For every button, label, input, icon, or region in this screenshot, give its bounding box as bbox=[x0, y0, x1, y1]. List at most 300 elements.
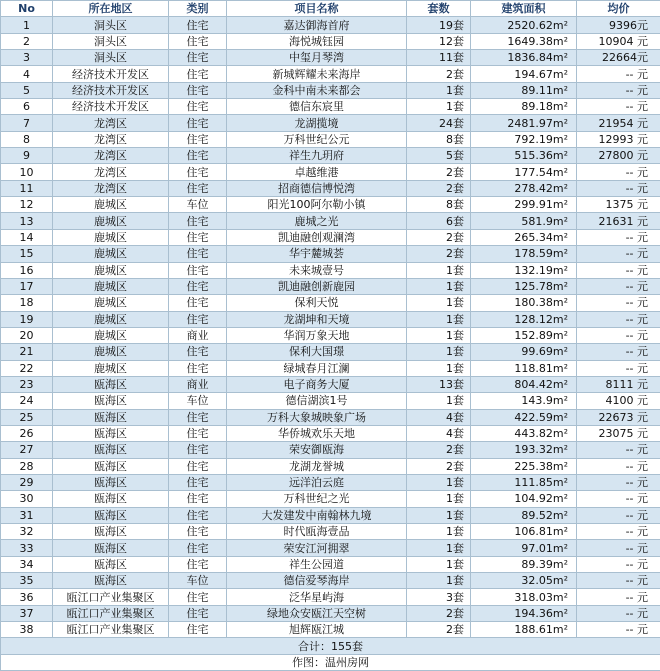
cell-type: 住宅 bbox=[169, 442, 227, 458]
cell-units: 2套 bbox=[407, 229, 471, 245]
cell-name: 华侨城欢乐天地 bbox=[227, 425, 407, 441]
cell-area: 804.42m² bbox=[471, 376, 577, 392]
header-name: 项目名称 bbox=[227, 1, 407, 17]
cell-type: 住宅 bbox=[169, 311, 227, 327]
cell-units: 1套 bbox=[407, 393, 471, 409]
cell-type: 住宅 bbox=[169, 17, 227, 33]
cell-area: 125.78m² bbox=[471, 278, 577, 294]
table-header bbox=[1, 1, 660, 17]
cell-district: 鹿城区 bbox=[53, 246, 169, 262]
credit-row bbox=[1, 654, 660, 670]
cell-no: 19 bbox=[1, 311, 53, 327]
table-row bbox=[1, 311, 660, 327]
cell-price: -- 元 bbox=[577, 573, 660, 589]
cell-type: 住宅 bbox=[169, 507, 227, 523]
cell-name: 龙湖揽境 bbox=[227, 115, 407, 131]
cell-units: 2套 bbox=[407, 66, 471, 82]
cell-district: 鹿城区 bbox=[53, 197, 169, 213]
cell-price: -- 元 bbox=[577, 605, 660, 621]
cell-district: 鹿城区 bbox=[53, 262, 169, 278]
cell-units: 2套 bbox=[407, 622, 471, 638]
cell-name: 保利大国璟 bbox=[227, 344, 407, 360]
cell-district: 经济技术开发区 bbox=[53, 99, 169, 115]
cell-district: 瓯海区 bbox=[53, 573, 169, 589]
cell-price: 8111 元 bbox=[577, 376, 660, 392]
credit-cell: 作图：温州房网 bbox=[1, 654, 660, 670]
cell-district: 经济技术开发区 bbox=[53, 66, 169, 82]
cell-area: 299.91m² bbox=[471, 197, 577, 213]
cell-district: 鹿城区 bbox=[53, 344, 169, 360]
cell-no: 3 bbox=[1, 50, 53, 66]
cell-district: 洞头区 bbox=[53, 17, 169, 33]
cell-no: 17 bbox=[1, 278, 53, 294]
cell-no: 35 bbox=[1, 573, 53, 589]
cell-area: 2520.62m² bbox=[471, 17, 577, 33]
table-row bbox=[1, 246, 660, 262]
cell-type: 商业 bbox=[169, 376, 227, 392]
cell-units: 13套 bbox=[407, 376, 471, 392]
cell-price: -- 元 bbox=[577, 82, 660, 98]
cell-name: 华宇麓城荟 bbox=[227, 246, 407, 262]
cell-no: 34 bbox=[1, 556, 53, 572]
cell-district: 鹿城区 bbox=[53, 229, 169, 245]
cell-district: 龙湾区 bbox=[53, 164, 169, 180]
cell-district: 瓯海区 bbox=[53, 474, 169, 490]
cell-district: 瓯海区 bbox=[53, 540, 169, 556]
cell-name: 海悦城钰园 bbox=[227, 33, 407, 49]
cell-type: 住宅 bbox=[169, 605, 227, 621]
cell-units: 2套 bbox=[407, 442, 471, 458]
cell-name: 德信爱琴海岸 bbox=[227, 573, 407, 589]
cell-type: 住宅 bbox=[169, 556, 227, 572]
table-row bbox=[1, 524, 660, 540]
cell-area: 318.03m² bbox=[471, 589, 577, 605]
cell-type: 住宅 bbox=[169, 425, 227, 441]
table-row bbox=[1, 33, 660, 49]
cell-district: 洞头区 bbox=[53, 50, 169, 66]
cell-units: 5套 bbox=[407, 148, 471, 164]
cell-units: 1套 bbox=[407, 540, 471, 556]
table-row bbox=[1, 148, 660, 164]
cell-type: 住宅 bbox=[169, 229, 227, 245]
cell-district: 洞头区 bbox=[53, 33, 169, 49]
cell-area: 225.38m² bbox=[471, 458, 577, 474]
table-row bbox=[1, 17, 660, 33]
cell-no: 22 bbox=[1, 360, 53, 376]
cell-area: 515.36m² bbox=[471, 148, 577, 164]
cell-area: 188.61m² bbox=[471, 622, 577, 638]
cell-name: 阳光100阿尔勒小镇 bbox=[227, 197, 407, 213]
cell-no: 13 bbox=[1, 213, 53, 229]
cell-price: -- 元 bbox=[577, 229, 660, 245]
cell-units: 1套 bbox=[407, 99, 471, 115]
cell-name: 卓越维港 bbox=[227, 164, 407, 180]
cell-name: 万科世纪公元 bbox=[227, 131, 407, 147]
table-row bbox=[1, 507, 660, 523]
cell-price: 21954 元 bbox=[577, 115, 660, 131]
cell-type: 住宅 bbox=[169, 131, 227, 147]
cell-name: 嘉达御海首府 bbox=[227, 17, 407, 33]
cell-units: 12套 bbox=[407, 33, 471, 49]
cell-type: 商业 bbox=[169, 327, 227, 343]
cell-area: 193.32m² bbox=[471, 442, 577, 458]
cell-area: 128.12m² bbox=[471, 311, 577, 327]
cell-name: 大发建发中南翰林九境 bbox=[227, 507, 407, 523]
cell-price: -- 元 bbox=[577, 99, 660, 115]
table-row bbox=[1, 409, 660, 425]
cell-units: 1套 bbox=[407, 327, 471, 343]
table-row bbox=[1, 278, 660, 294]
cell-price: -- 元 bbox=[577, 474, 660, 490]
cell-area: 132.19m² bbox=[471, 262, 577, 278]
cell-district: 瓯江口产业集聚区 bbox=[53, 622, 169, 638]
cell-area: 1649.38m² bbox=[471, 33, 577, 49]
cell-district: 瓯海区 bbox=[53, 556, 169, 572]
cell-no: 10 bbox=[1, 164, 53, 180]
cell-no: 11 bbox=[1, 180, 53, 196]
cell-units: 2套 bbox=[407, 458, 471, 474]
cell-district: 瓯海区 bbox=[53, 507, 169, 523]
cell-area: 177.54m² bbox=[471, 164, 577, 180]
cell-area: 265.34m² bbox=[471, 229, 577, 245]
table-row bbox=[1, 622, 660, 638]
cell-type: 住宅 bbox=[169, 344, 227, 360]
total-cell: 合计：155套 bbox=[1, 638, 660, 654]
cell-price: -- 元 bbox=[577, 262, 660, 278]
header-area: 建筑面积 bbox=[471, 1, 577, 17]
cell-price: -- 元 bbox=[577, 278, 660, 294]
cell-units: 1套 bbox=[407, 311, 471, 327]
cell-type: 住宅 bbox=[169, 82, 227, 98]
cell-price: 9396元 bbox=[577, 17, 660, 33]
cell-units: 1套 bbox=[407, 82, 471, 98]
table-row bbox=[1, 393, 660, 409]
cell-units: 11套 bbox=[407, 50, 471, 66]
cell-units: 2套 bbox=[407, 164, 471, 180]
cell-type: 住宅 bbox=[169, 622, 227, 638]
cell-no: 6 bbox=[1, 99, 53, 115]
cell-type: 住宅 bbox=[169, 262, 227, 278]
cell-area: 32.05m² bbox=[471, 573, 577, 589]
cell-name: 凯迪融创观澜湾 bbox=[227, 229, 407, 245]
cell-price: -- 元 bbox=[577, 180, 660, 196]
cell-name: 荣安江河拥翠 bbox=[227, 540, 407, 556]
cell-price: 21631 元 bbox=[577, 213, 660, 229]
cell-name: 祥生九玥府 bbox=[227, 148, 407, 164]
table-row bbox=[1, 474, 660, 490]
cell-name: 泛华星屿海 bbox=[227, 589, 407, 605]
table-row bbox=[1, 66, 660, 82]
cell-area: 194.36m² bbox=[471, 605, 577, 621]
cell-district: 鹿城区 bbox=[53, 360, 169, 376]
cell-no: 26 bbox=[1, 425, 53, 441]
cell-no: 12 bbox=[1, 197, 53, 213]
cell-name: 祥生公园道 bbox=[227, 556, 407, 572]
cell-no: 38 bbox=[1, 622, 53, 638]
cell-no: 24 bbox=[1, 393, 53, 409]
cell-price: -- 元 bbox=[577, 66, 660, 82]
table-row bbox=[1, 589, 660, 605]
cell-area: 89.18m² bbox=[471, 99, 577, 115]
cell-area: 89.39m² bbox=[471, 556, 577, 572]
cell-type: 住宅 bbox=[169, 524, 227, 540]
header-type: 类别 bbox=[169, 1, 227, 17]
cell-price: 23075 元 bbox=[577, 425, 660, 441]
cell-no: 18 bbox=[1, 295, 53, 311]
cell-price: -- 元 bbox=[577, 556, 660, 572]
cell-area: 443.82m² bbox=[471, 425, 577, 441]
total-row bbox=[1, 638, 660, 654]
cell-area: 2481.97m² bbox=[471, 115, 577, 131]
cell-price: 22664元 bbox=[577, 50, 660, 66]
cell-district: 瓯海区 bbox=[53, 491, 169, 507]
cell-type: 住宅 bbox=[169, 246, 227, 262]
table-row bbox=[1, 344, 660, 360]
cell-area: 106.81m² bbox=[471, 524, 577, 540]
cell-units: 8套 bbox=[407, 131, 471, 147]
cell-district: 经济技术开发区 bbox=[53, 82, 169, 98]
cell-no: 33 bbox=[1, 540, 53, 556]
cell-type: 住宅 bbox=[169, 164, 227, 180]
table-row bbox=[1, 115, 660, 131]
table-row bbox=[1, 197, 660, 213]
cell-area: 581.9m² bbox=[471, 213, 577, 229]
cell-area: 104.92m² bbox=[471, 491, 577, 507]
table-row bbox=[1, 229, 660, 245]
cell-units: 1套 bbox=[407, 556, 471, 572]
table-row bbox=[1, 442, 660, 458]
cell-type: 车位 bbox=[169, 573, 227, 589]
cell-area: 180.38m² bbox=[471, 295, 577, 311]
cell-district: 瓯江口产业集聚区 bbox=[53, 605, 169, 621]
table-row bbox=[1, 99, 660, 115]
cell-name: 中玺月琴湾 bbox=[227, 50, 407, 66]
table-row bbox=[1, 573, 660, 589]
cell-no: 32 bbox=[1, 524, 53, 540]
cell-district: 鹿城区 bbox=[53, 295, 169, 311]
cell-type: 住宅 bbox=[169, 180, 227, 196]
cell-price: -- 元 bbox=[577, 164, 660, 180]
table-row bbox=[1, 327, 660, 343]
cell-no: 31 bbox=[1, 507, 53, 523]
cell-area: 99.69m² bbox=[471, 344, 577, 360]
cell-no: 9 bbox=[1, 148, 53, 164]
cell-price: -- 元 bbox=[577, 360, 660, 376]
cell-price: 1375 元 bbox=[577, 197, 660, 213]
cell-name: 凯迪融创新鹿园 bbox=[227, 278, 407, 294]
header-row bbox=[1, 1, 660, 17]
cell-district: 瓯海区 bbox=[53, 524, 169, 540]
cell-price: 22673 元 bbox=[577, 409, 660, 425]
cell-district: 龙湾区 bbox=[53, 180, 169, 196]
cell-no: 36 bbox=[1, 589, 53, 605]
cell-price: -- 元 bbox=[577, 622, 660, 638]
cell-units: 1套 bbox=[407, 360, 471, 376]
cell-type: 住宅 bbox=[169, 50, 227, 66]
table-row bbox=[1, 458, 660, 474]
cell-no: 27 bbox=[1, 442, 53, 458]
table-row bbox=[1, 425, 660, 441]
cell-no: 25 bbox=[1, 409, 53, 425]
cell-price: -- 元 bbox=[577, 311, 660, 327]
table-row bbox=[1, 213, 660, 229]
table-body bbox=[1, 17, 660, 638]
cell-no: 5 bbox=[1, 82, 53, 98]
cell-type: 住宅 bbox=[169, 409, 227, 425]
cell-area: 278.42m² bbox=[471, 180, 577, 196]
table-row bbox=[1, 131, 660, 147]
cell-area: 118.81m² bbox=[471, 360, 577, 376]
cell-units: 2套 bbox=[407, 246, 471, 262]
cell-name: 未来城壹号 bbox=[227, 262, 407, 278]
cell-price: -- 元 bbox=[577, 246, 660, 262]
cell-price: 12993 元 bbox=[577, 131, 660, 147]
cell-name: 招商德信博悦湾 bbox=[227, 180, 407, 196]
table-row bbox=[1, 556, 660, 572]
table-row bbox=[1, 50, 660, 66]
table-row bbox=[1, 262, 660, 278]
cell-type: 住宅 bbox=[169, 66, 227, 82]
cell-units: 1套 bbox=[407, 474, 471, 490]
cell-no: 20 bbox=[1, 327, 53, 343]
cell-price: -- 元 bbox=[577, 589, 660, 605]
cell-district: 龙湾区 bbox=[53, 115, 169, 131]
cell-no: 37 bbox=[1, 605, 53, 621]
cell-name: 鹿城之光 bbox=[227, 213, 407, 229]
cell-no: 4 bbox=[1, 66, 53, 82]
cell-units: 1套 bbox=[407, 262, 471, 278]
cell-area: 97.01m² bbox=[471, 540, 577, 556]
cell-district: 瓯海区 bbox=[53, 442, 169, 458]
cell-district: 瓯海区 bbox=[53, 409, 169, 425]
cell-name: 保利天悦 bbox=[227, 295, 407, 311]
header-price: 均价 bbox=[577, 1, 660, 17]
cell-area: 792.19m² bbox=[471, 131, 577, 147]
cell-no: 21 bbox=[1, 344, 53, 360]
cell-name: 新城辉耀未来海岸 bbox=[227, 66, 407, 82]
table-row bbox=[1, 82, 660, 98]
cell-name: 华润万象天地 bbox=[227, 327, 407, 343]
cell-units: 4套 bbox=[407, 425, 471, 441]
cell-no: 23 bbox=[1, 376, 53, 392]
cell-type: 住宅 bbox=[169, 295, 227, 311]
cell-no: 29 bbox=[1, 474, 53, 490]
cell-district: 瓯江口产业集聚区 bbox=[53, 589, 169, 605]
table-row bbox=[1, 376, 660, 392]
cell-name: 万科世纪之光 bbox=[227, 491, 407, 507]
cell-units: 1套 bbox=[407, 573, 471, 589]
cell-district: 鹿城区 bbox=[53, 278, 169, 294]
cell-no: 30 bbox=[1, 491, 53, 507]
cell-no: 16 bbox=[1, 262, 53, 278]
cell-name: 电子商务大厦 bbox=[227, 376, 407, 392]
cell-no: 8 bbox=[1, 131, 53, 147]
cell-area: 143.9m² bbox=[471, 393, 577, 409]
cell-no: 15 bbox=[1, 246, 53, 262]
cell-no: 2 bbox=[1, 33, 53, 49]
cell-price: -- 元 bbox=[577, 540, 660, 556]
cell-price: -- 元 bbox=[577, 458, 660, 474]
cell-name: 绿地众安瓯江天空树 bbox=[227, 605, 407, 621]
table-row bbox=[1, 540, 660, 556]
cell-units: 1套 bbox=[407, 344, 471, 360]
cell-name: 远洋泊云庭 bbox=[227, 474, 407, 490]
header-units: 套数 bbox=[407, 1, 471, 17]
cell-no: 14 bbox=[1, 229, 53, 245]
cell-type: 住宅 bbox=[169, 589, 227, 605]
table-row bbox=[1, 605, 660, 621]
cell-units: 24套 bbox=[407, 115, 471, 131]
cell-name: 时代瓯海壹品 bbox=[227, 524, 407, 540]
cell-name: 龙湖龙誉城 bbox=[227, 458, 407, 474]
cell-no: 7 bbox=[1, 115, 53, 131]
cell-district: 龙湾区 bbox=[53, 148, 169, 164]
cell-units: 8套 bbox=[407, 197, 471, 213]
cell-price: -- 元 bbox=[577, 491, 660, 507]
cell-price: -- 元 bbox=[577, 442, 660, 458]
cell-district: 瓯海区 bbox=[53, 376, 169, 392]
cell-units: 19套 bbox=[407, 17, 471, 33]
cell-type: 住宅 bbox=[169, 474, 227, 490]
cell-type: 住宅 bbox=[169, 491, 227, 507]
cell-name: 万科大象城映象广场 bbox=[227, 409, 407, 425]
cell-no: 28 bbox=[1, 458, 53, 474]
cell-district: 鹿城区 bbox=[53, 213, 169, 229]
cell-type: 住宅 bbox=[169, 458, 227, 474]
cell-area: 422.59m² bbox=[471, 409, 577, 425]
cell-type: 住宅 bbox=[169, 148, 227, 164]
table-footer bbox=[1, 638, 660, 671]
cell-area: 89.11m² bbox=[471, 82, 577, 98]
cell-units: 1套 bbox=[407, 278, 471, 294]
cell-district: 鹿城区 bbox=[53, 327, 169, 343]
cell-type: 住宅 bbox=[169, 540, 227, 556]
cell-price: 4100 元 bbox=[577, 393, 660, 409]
cell-units: 1套 bbox=[407, 507, 471, 523]
cell-type: 住宅 bbox=[169, 278, 227, 294]
table-row bbox=[1, 491, 660, 507]
cell-area: 89.52m² bbox=[471, 507, 577, 523]
cell-name: 荣安御瓯海 bbox=[227, 442, 407, 458]
cell-price: -- 元 bbox=[577, 344, 660, 360]
cell-name: 德信湖滨1号 bbox=[227, 393, 407, 409]
table-row bbox=[1, 180, 660, 196]
cell-units: 3套 bbox=[407, 589, 471, 605]
cell-price: -- 元 bbox=[577, 524, 660, 540]
table-row bbox=[1, 164, 660, 180]
cell-type: 住宅 bbox=[169, 115, 227, 131]
cell-type: 住宅 bbox=[169, 99, 227, 115]
cell-units: 2套 bbox=[407, 605, 471, 621]
cell-units: 4套 bbox=[407, 409, 471, 425]
cell-name: 金科中南未来都会 bbox=[227, 82, 407, 98]
table-row bbox=[1, 295, 660, 311]
cell-units: 1套 bbox=[407, 295, 471, 311]
cell-area: 152.89m² bbox=[471, 327, 577, 343]
cell-type: 住宅 bbox=[169, 360, 227, 376]
cell-price: -- 元 bbox=[577, 295, 660, 311]
cell-district: 瓯海区 bbox=[53, 458, 169, 474]
cell-district: 鹿城区 bbox=[53, 311, 169, 327]
cell-price: -- 元 bbox=[577, 327, 660, 343]
table-row bbox=[1, 360, 660, 376]
header-no: No bbox=[1, 1, 53, 17]
cell-district: 龙湾区 bbox=[53, 131, 169, 147]
cell-area: 1836.84m² bbox=[471, 50, 577, 66]
cell-area: 194.67m² bbox=[471, 66, 577, 82]
cell-area: 178.59m² bbox=[471, 246, 577, 262]
cell-type: 车位 bbox=[169, 393, 227, 409]
